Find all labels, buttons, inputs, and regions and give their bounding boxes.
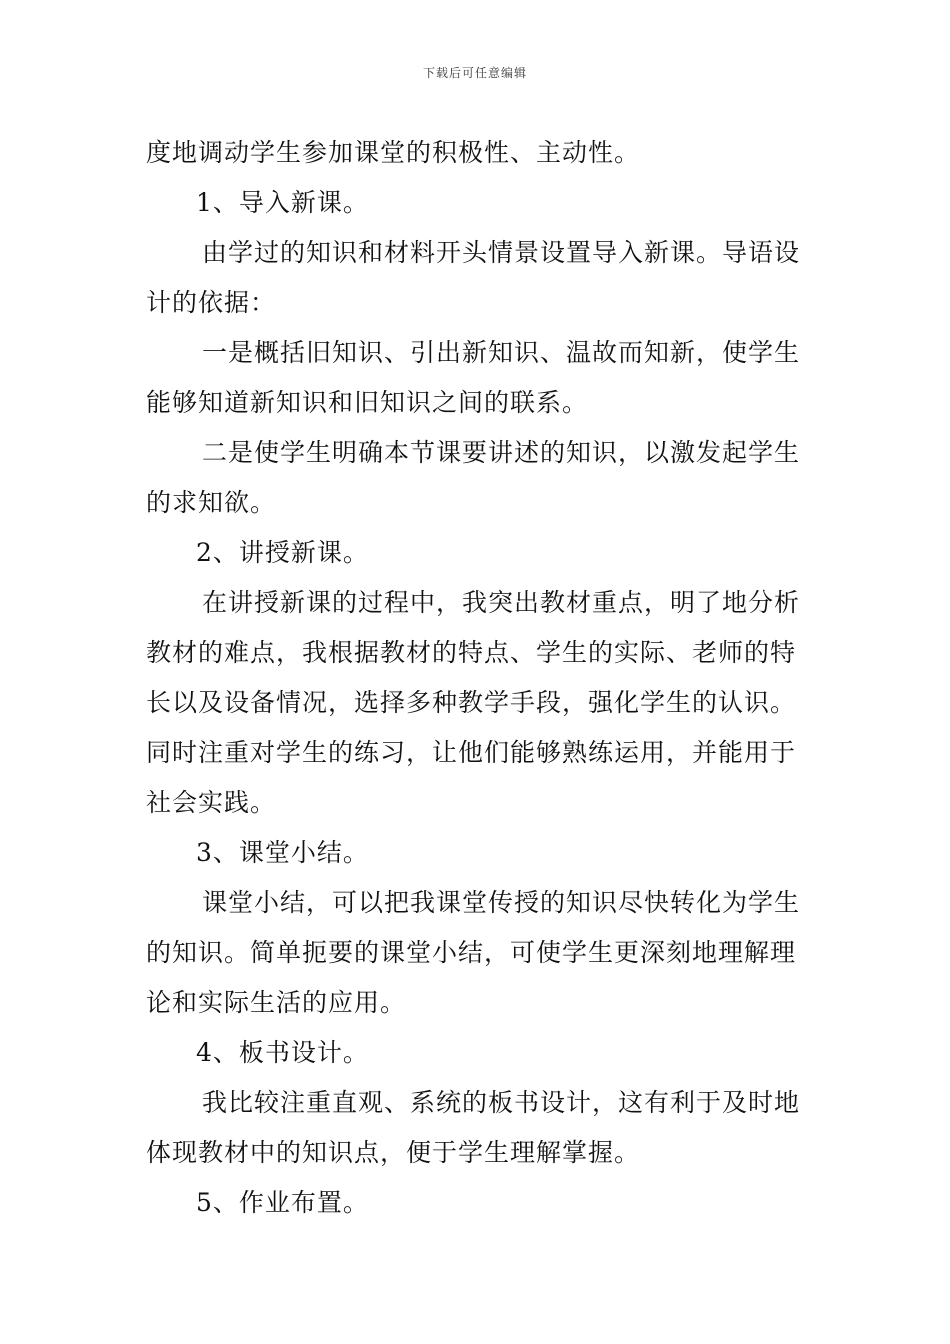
- text-line: 度地调动学生参加课堂的积极性、主动性。: [146, 138, 641, 167]
- document-body: [146, 128, 808, 1228]
- text-line: 长以及设备情况，选择多种教学手段，强化学生的认识。: [146, 688, 797, 717]
- text-line: 体现教材中的知识点，便于学生理解掌握。: [146, 1138, 641, 1167]
- text-line: 教材的难点，我根据教材的特点、学生的实际、老师的特: [146, 638, 797, 667]
- text-line: 的知识。简单扼要的课堂小结，可使学生更深刻地理解理: [146, 938, 797, 967]
- text-line: 论和实际生活的应用。: [146, 988, 407, 1017]
- text-line: 的求知欲。: [146, 488, 277, 517]
- text-line: 由学过的知识和材料开头情景设置导入新课。导语设: [202, 238, 801, 267]
- text-line: 计的依据：: [146, 288, 277, 317]
- page-header: 下载后可任意编辑: [422, 66, 527, 80]
- text-line: 课堂小结，可以把我课堂传授的知识尽快转化为学生: [202, 888, 801, 917]
- section-heading: 5、作业布置。: [196, 1188, 369, 1217]
- text-line: 在讲授新课的过程中，我突出教材重点，明了地分析: [202, 588, 801, 617]
- section-heading: 3、课堂小结。: [196, 838, 369, 867]
- text-line: 社会实践。: [146, 788, 277, 817]
- text-line: 我比较注重直观、系统的板书设计，这有利于及时地: [202, 1088, 801, 1117]
- text-line: 一是概括旧知识、引出新知识、温故而知新，使学生: [202, 338, 801, 367]
- section-heading: 2、讲授新课。: [196, 538, 369, 567]
- text-line: 同时注重对学生的练习，让他们能够熟练运用，并能用于: [146, 738, 797, 767]
- section-heading: 4、板书设计。: [196, 1038, 369, 1067]
- text-line: 二是使学生明确本节课要讲述的知识，以激发起学生: [202, 438, 801, 467]
- section-heading: 1、导入新课。: [196, 188, 369, 217]
- text-line: 能够知道新知识和旧知识之间的联系。: [146, 388, 589, 417]
